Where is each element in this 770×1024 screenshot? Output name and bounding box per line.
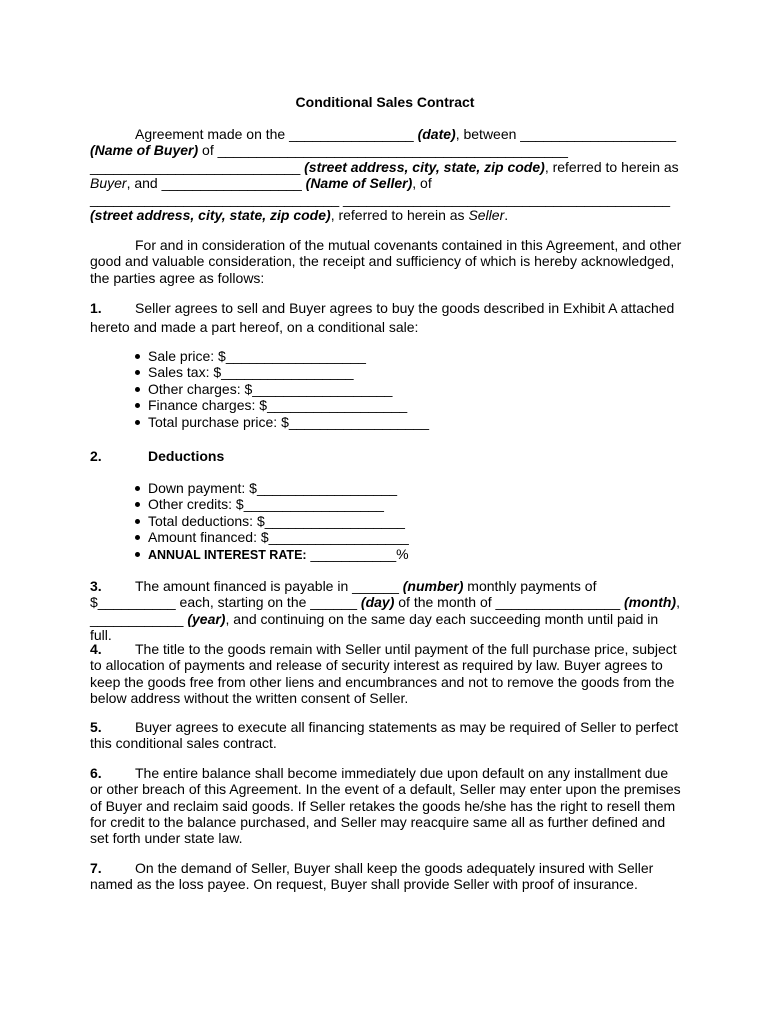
- seller-term: Seller: [468, 207, 505, 224]
- section-number: 6.: [90, 765, 102, 781]
- section-number: 1.: [90, 300, 102, 316]
- date-label: (date): [417, 126, 456, 142]
- list-item: Other charges: $__________________: [135, 381, 682, 397]
- list-item: Total purchase price: $__________________: [135, 414, 682, 430]
- section-7: 7. On the demand of Seller, Buyer shall keep the goods adequately insured with Seller named as the loss payee. On request, Buyer shall provide Seller with proof of insurance.: [90, 860, 654, 893]
- buyer-address-label: (street address, city, state, zip code): [304, 158, 545, 175]
- list-item-interest-rate: ANNUAL INTEREST RATE: ___________%: [135, 546, 682, 563]
- section-number: 4.: [90, 641, 102, 657]
- list-item: Sales tax: $_________________: [135, 364, 682, 380]
- year-label: (year): [187, 610, 226, 627]
- number-label: (number): [402, 578, 464, 594]
- seller-name-label: (Name of Seller): [305, 174, 413, 191]
- section-number: 5.: [90, 719, 102, 735]
- list-item: Amount financed: $__________________: [135, 529, 682, 545]
- consideration-paragraph: For and in consideration of the mutual covenants contained in this Agreement, and other good and valuable consideration, the receipt and sufficiency of which is hereby acknowledged, the parties agree as follows:: [90, 237, 682, 286]
- day-label: (day): [360, 594, 395, 611]
- section-4: 4. The title to the goods remain with Seller until payment of the full purchase price, subject to allocation of payments and release of security interest as required by law. Buyer agrees to keep the goods free from other liens and encumbrances and not to remove the goods from the below address without the written consent of Seller.: [90, 641, 677, 706]
- section-1: 1. Seller agrees to sell and Buyer agrees to buy the goods described in Exhibit A attached hereto and made a part hereof, on a conditional sale:: [90, 300, 675, 335]
- section-6: 6. The entire balance shall become immediately due upon default on any installment due or other breach of this Agreement. In the event of a default, Seller may enter upon the premises of Buyer and reclaim said goods. If Seller retakes the goods he/she has the right to resell them for credit to the balance purchased, and Seller may reacquire same all as further defined and set forth under state law.: [90, 765, 681, 847]
- list-item: Finance charges: $__________________: [135, 397, 682, 413]
- section-number: 2.: [90, 448, 102, 464]
- section-2-heading: 2. Deductions: [90, 448, 225, 464]
- month-label: (month): [624, 594, 677, 611]
- document-title: Conditional Sales Contract: [295, 94, 475, 110]
- list-item: Other credits: $__________________: [135, 496, 682, 512]
- buyer-term: Buyer: [90, 174, 127, 191]
- section-5: 5. Buyer agrees to execute all financing statements as may be required of Seller to perfect this conditional sales contract.: [90, 719, 679, 752]
- intro-paragraph: Agreement made on the ________________ (date), between ____________________ (Name of Buyer) of _____________________________________________ ___________________________ (street address, city, state, zip code), referred to herein as Buyer, and __________________ (Name of Seller), of ________________________________ __________________________________________ (street address, city, state, zip code), referred to herein as Seller.: [90, 126, 679, 224]
- seller-address-label: (street address, city, state, zip code): [90, 207, 331, 224]
- section-3: 3. The amount financed is payable in ______ (number) monthly payments of $__________ each, starting on the ______ (day) of the month of ________________ (month), ____________ (year), and continuing on the same day each succeeding month until paid in full.: [90, 578, 680, 643]
- price-list: [90, 348, 682, 430]
- buyer-name-label: (Name of Buyer): [90, 142, 199, 159]
- list-item: Down payment: $__________________: [135, 480, 682, 496]
- deductions-list: [90, 480, 682, 563]
- section-number: 7.: [90, 860, 102, 876]
- list-item: Total deductions: $__________________: [135, 513, 682, 529]
- section-number: 3.: [90, 578, 102, 594]
- list-item: Sale price: $__________________: [135, 348, 682, 364]
